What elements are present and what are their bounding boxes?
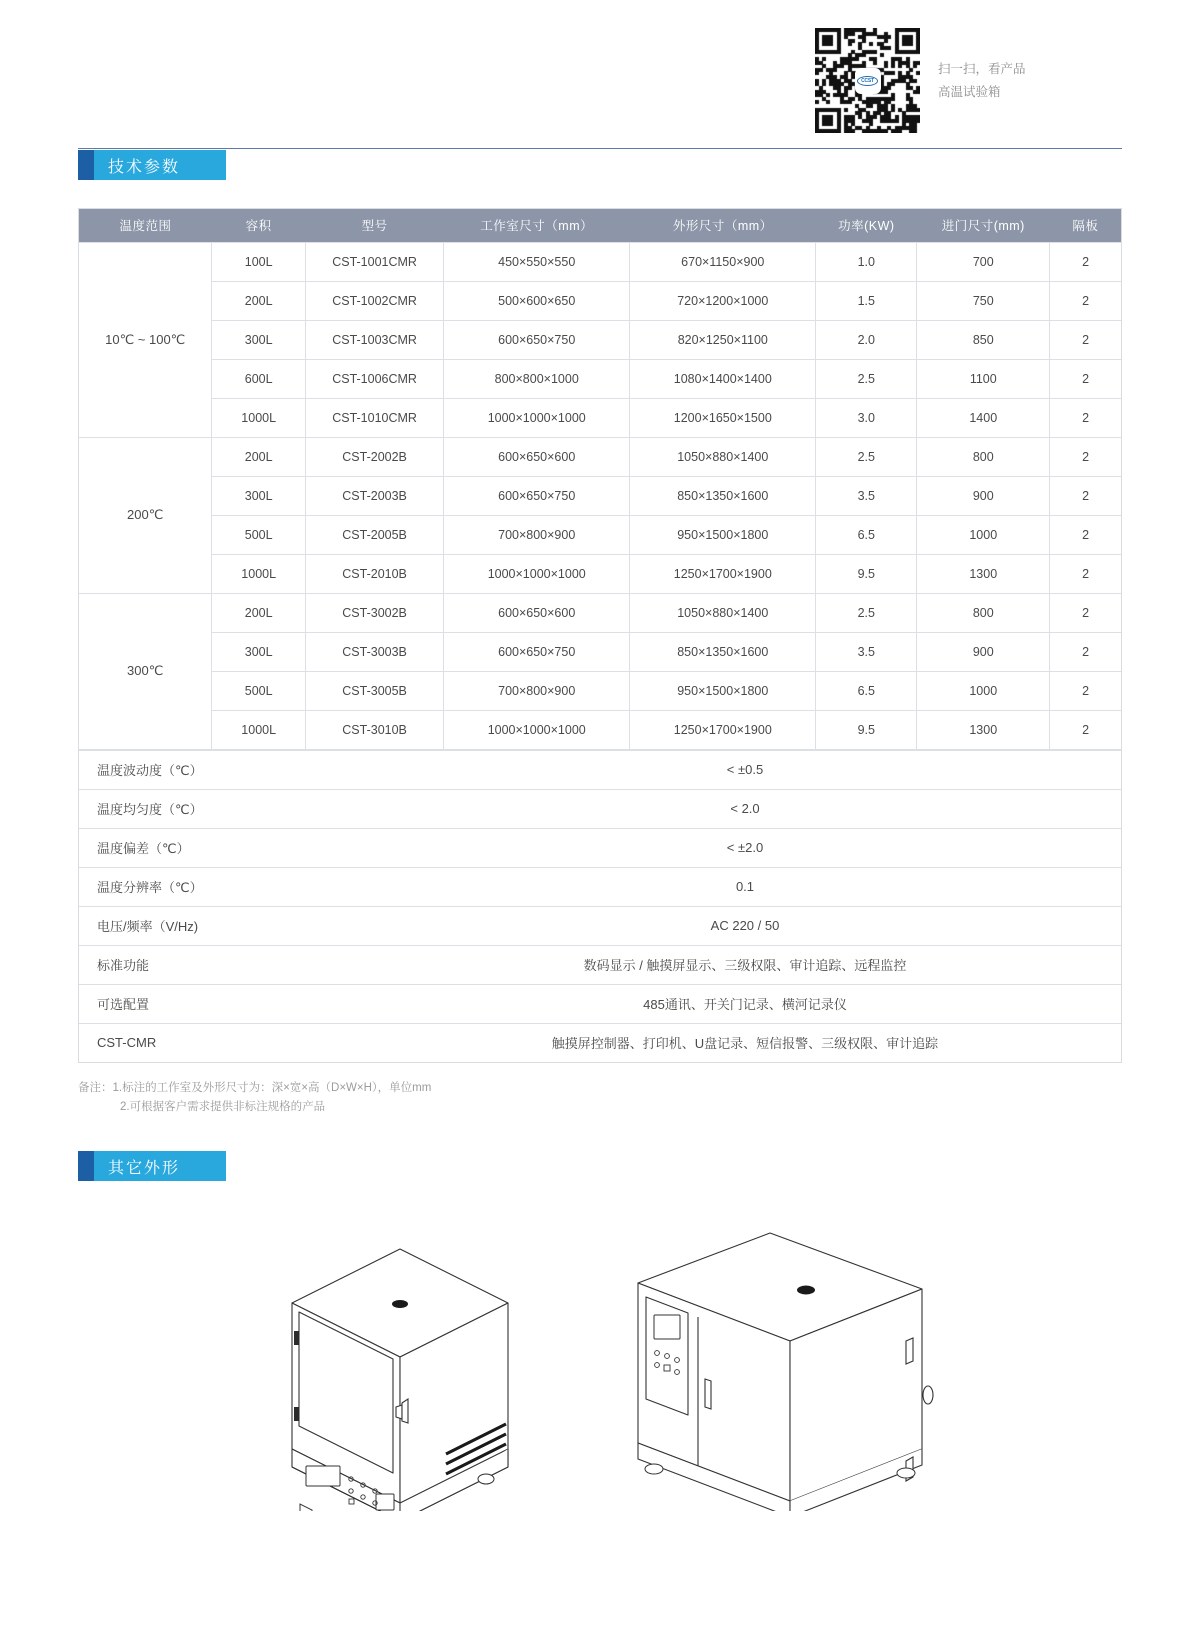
spec-value: < 2.0 <box>369 789 1121 828</box>
note-line-1: 备注：1.标注的工作室及外形尺寸为：深×宽×高（D×W×H），单位mm <box>78 1082 432 1094</box>
cell-chamber-size: 1000×1000×1000 <box>444 710 630 749</box>
cell-volume: 1000L <box>212 554 306 593</box>
spec-value: < ±2.0 <box>369 828 1121 867</box>
cell-door-size: 700 <box>917 242 1050 281</box>
table-row <box>79 476 1121 515</box>
table-row <box>79 671 1121 710</box>
table-row <box>79 515 1121 554</box>
cell-shelves: 2 <box>1050 671 1121 710</box>
cell-shelves: 2 <box>1050 632 1121 671</box>
product-image-small-chamber <box>250 1211 550 1511</box>
col-shelves: 隔板 <box>1050 209 1121 242</box>
cell-model: CST-3003B <box>305 632 443 671</box>
table-row <box>79 593 1121 632</box>
section-title-tech: 技术参数 <box>94 150 226 180</box>
cell-door-size: 1000 <box>917 515 1050 554</box>
cell-outer-size: 1050×880×1400 <box>630 437 816 476</box>
cell-outer-size: 820×1250×1100 <box>630 320 816 359</box>
cell-door-size: 900 <box>917 476 1050 515</box>
qr-caption <box>938 58 1026 104</box>
col-model: 型号 <box>305 209 443 242</box>
table-row <box>79 242 1121 281</box>
cell-power: 2.0 <box>816 320 917 359</box>
cell-power: 6.5 <box>816 515 917 554</box>
spec-value: 触摸屏控制器、打印机、U盘记录、短信报警、三级权限、审计追踪 <box>369 1023 1121 1062</box>
cell-chamber-size: 450×550×550 <box>444 242 630 281</box>
table-row <box>79 632 1121 671</box>
cell-power: 2.5 <box>816 359 917 398</box>
cell-door-size: 1100 <box>917 359 1050 398</box>
spec-table-wrapper <box>78 208 1122 1063</box>
cell-volume: 500L <box>212 515 306 554</box>
cell-chamber-size: 700×800×900 <box>444 671 630 710</box>
cell-shelves: 2 <box>1050 281 1121 320</box>
col-outer-size: 外形尺寸（mm） <box>630 209 816 242</box>
cell-chamber-size: 1000×1000×1000 <box>444 398 630 437</box>
cell-model: CST-1002CMR <box>305 281 443 320</box>
cell-shelves: 2 <box>1050 437 1121 476</box>
cell-volume: 1000L <box>212 398 306 437</box>
cell-outer-size: 950×1500×1800 <box>630 515 816 554</box>
general-spec-table <box>79 750 1121 1063</box>
col-door-size: 进门尺寸(mm) <box>917 209 1050 242</box>
cell-volume: 300L <box>212 476 306 515</box>
cell-chamber-size: 800×800×1000 <box>444 359 630 398</box>
brand-logo-text: CCST <box>857 76 878 86</box>
table-row <box>79 281 1121 320</box>
cell-shelves: 2 <box>1050 710 1121 749</box>
cell-model: CST-1003CMR <box>305 320 443 359</box>
cell-model: CST-1006CMR <box>305 359 443 398</box>
table-row <box>79 359 1121 398</box>
spec-row <box>79 828 1121 867</box>
model-spec-table <box>79 209 1121 750</box>
spec-row <box>79 1023 1121 1062</box>
spec-label: 标准功能 <box>79 945 369 984</box>
cell-shelves: 2 <box>1050 242 1121 281</box>
header-divider <box>78 148 1122 149</box>
cell-volume: 500L <box>212 671 306 710</box>
section-header-tech <box>78 150 226 180</box>
cell-power: 6.5 <box>816 671 917 710</box>
cell-outer-size: 850×1350×1600 <box>630 632 816 671</box>
cell-door-size: 850 <box>917 320 1050 359</box>
table-notes <box>78 1079 1200 1117</box>
spec-value: < ±0.5 <box>369 750 1121 789</box>
col-volume: 容积 <box>212 209 306 242</box>
cell-shelves: 2 <box>1050 515 1121 554</box>
cell-power: 3.0 <box>816 398 917 437</box>
cell-volume: 200L <box>212 281 306 320</box>
cell-chamber-size: 600×650×600 <box>444 437 630 476</box>
cell-power: 2.5 <box>816 593 917 632</box>
cell-shelves: 2 <box>1050 593 1121 632</box>
cell-door-size: 1300 <box>917 554 1050 593</box>
cell-model: CST-2002B <box>305 437 443 476</box>
qr-code[interactable] <box>815 28 920 133</box>
cell-model: CST-1001CMR <box>305 242 443 281</box>
cell-door-size: 800 <box>917 437 1050 476</box>
cell-power: 1.0 <box>816 242 917 281</box>
cell-power: 3.5 <box>816 476 917 515</box>
spec-row <box>79 867 1121 906</box>
product-illustrations <box>0 1211 1200 1511</box>
cell-shelves: 2 <box>1050 554 1121 593</box>
qr-center-logo <box>855 68 881 94</box>
qr-block <box>815 28 1026 133</box>
section-accent-bar <box>78 1151 94 1181</box>
general-spec-body <box>79 750 1121 1062</box>
cell-shelves: 2 <box>1050 398 1121 437</box>
table-row <box>79 554 1121 593</box>
section-title-other: 其它外形 <box>94 1151 226 1181</box>
cell-shelves: 2 <box>1050 359 1121 398</box>
spec-value: 数码显示 / 触摸屏显示、三级权限、审计追踪、远程监控 <box>369 945 1121 984</box>
cell-power: 2.5 <box>816 437 917 476</box>
cell-model: CST-1010CMR <box>305 398 443 437</box>
section-header-other <box>78 1151 226 1181</box>
cell-temp-range: 300℃ <box>79 593 212 749</box>
spec-label: CST-CMR <box>79 1023 369 1062</box>
cell-power: 9.5 <box>816 554 917 593</box>
cell-chamber-size: 600×650×750 <box>444 320 630 359</box>
qr-caption-line1: 扫一扫，看产品 <box>938 61 1026 76</box>
spec-row <box>79 750 1121 789</box>
cell-temp-range: 10℃ ~ 100℃ <box>79 242 212 437</box>
cell-power: 3.5 <box>816 632 917 671</box>
cell-chamber-size: 600×650×750 <box>444 632 630 671</box>
table-row <box>79 710 1121 749</box>
cell-volume: 300L <box>212 632 306 671</box>
cell-volume: 300L <box>212 320 306 359</box>
spec-value: 485通讯、开关门记录、横河记录仪 <box>369 984 1121 1023</box>
spec-label: 温度波动度（℃） <box>79 750 369 789</box>
cell-outer-size: 670×1150×900 <box>630 242 816 281</box>
cell-shelves: 2 <box>1050 320 1121 359</box>
spec-value: AC 220 / 50 <box>369 906 1121 945</box>
cell-chamber-size: 1000×1000×1000 <box>444 554 630 593</box>
spec-row <box>79 906 1121 945</box>
col-chamber-size: 工作室尺寸（mm） <box>444 209 630 242</box>
table-row <box>79 320 1121 359</box>
spec-label: 可选配置 <box>79 984 369 1023</box>
cell-door-size: 800 <box>917 593 1050 632</box>
cell-door-size: 1400 <box>917 398 1050 437</box>
cell-chamber-size: 600×650×600 <box>444 593 630 632</box>
cell-model: CST-3005B <box>305 671 443 710</box>
cell-outer-size: 950×1500×1800 <box>630 671 816 710</box>
cell-volume: 200L <box>212 593 306 632</box>
cell-door-size: 1000 <box>917 671 1050 710</box>
cell-model: CST-2010B <box>305 554 443 593</box>
spec-value: 0.1 <box>369 867 1121 906</box>
cell-power: 1.5 <box>816 281 917 320</box>
cell-outer-size: 850×1350×1600 <box>630 476 816 515</box>
model-spec-body <box>79 242 1121 749</box>
spec-label: 温度均匀度（℃） <box>79 789 369 828</box>
cell-door-size: 900 <box>917 632 1050 671</box>
cell-door-size: 750 <box>917 281 1050 320</box>
product-image-large-chamber <box>610 1211 950 1511</box>
col-temp-range: 温度范围 <box>79 209 212 242</box>
spec-row <box>79 984 1121 1023</box>
cell-outer-size: 1250×1700×1900 <box>630 710 816 749</box>
cell-model: CST-2005B <box>305 515 443 554</box>
cell-volume: 1000L <box>212 710 306 749</box>
section-accent-bar <box>78 150 94 180</box>
page-header <box>0 0 1200 150</box>
cell-outer-size: 1050×880×1400 <box>630 593 816 632</box>
cell-shelves: 2 <box>1050 476 1121 515</box>
spec-row <box>79 789 1121 828</box>
spec-label: 电压/频率（V/Hz) <box>79 906 369 945</box>
cell-volume: 100L <box>212 242 306 281</box>
cell-model: CST-3002B <box>305 593 443 632</box>
cell-chamber-size: 600×650×750 <box>444 476 630 515</box>
cell-model: CST-2003B <box>305 476 443 515</box>
spec-row <box>79 945 1121 984</box>
note-line-2: 2.可根据客户需求提供非标注规格的产品 <box>120 1101 326 1113</box>
cell-temp-range: 200℃ <box>79 437 212 593</box>
spec-label: 温度分辨率（℃） <box>79 867 369 906</box>
cell-model: CST-3010B <box>305 710 443 749</box>
cell-outer-size: 1080×1400×1400 <box>630 359 816 398</box>
cell-chamber-size: 500×600×650 <box>444 281 630 320</box>
col-power: 功率(KW) <box>816 209 917 242</box>
cell-volume: 600L <box>212 359 306 398</box>
cell-power: 9.5 <box>816 710 917 749</box>
cell-outer-size: 720×1200×1000 <box>630 281 816 320</box>
cell-door-size: 1300 <box>917 710 1050 749</box>
table-header-row <box>79 209 1121 242</box>
table-row <box>79 398 1121 437</box>
cell-volume: 200L <box>212 437 306 476</box>
cell-outer-size: 1200×1650×1500 <box>630 398 816 437</box>
cell-outer-size: 1250×1700×1900 <box>630 554 816 593</box>
spec-label: 温度偏差（℃） <box>79 828 369 867</box>
table-row <box>79 437 1121 476</box>
cell-chamber-size: 700×800×900 <box>444 515 630 554</box>
qr-caption-line2: 高温试验箱 <box>938 84 1001 99</box>
